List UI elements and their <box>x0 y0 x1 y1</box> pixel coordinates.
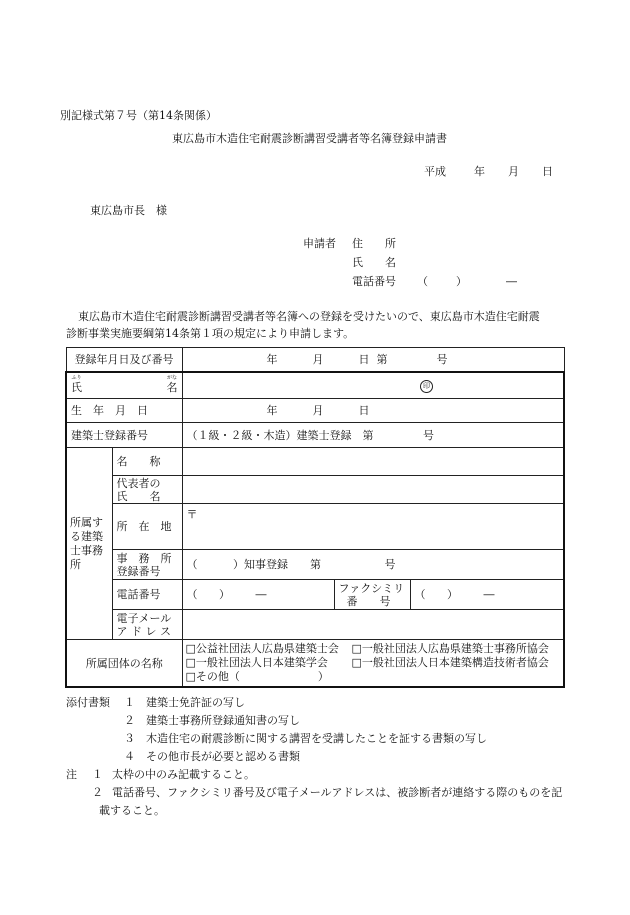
body-line-2: 診断事業実施要綱第14条第１項の規定により申請します。 <box>66 327 355 340</box>
reg-date-value[interactable] <box>182 348 564 372</box>
note-no-2: ２ <box>92 786 103 799</box>
phone-open: （ <box>186 588 198 601</box>
phone-dash: ― <box>255 588 267 601</box>
note-text-2: 電話番号、ファクシミリ番号及び電子メールアドレスは、被診断者が連絡する際のものを記 <box>112 786 563 799</box>
row-name <box>66 372 564 399</box>
reg-date-month: 月 <box>312 352 324 366</box>
name-label-1: 氏 <box>71 381 82 395</box>
birth-month: 月 <box>312 404 324 417</box>
org-option-1[interactable]: □公益社団法人広島県建築士会 <box>185 642 339 655</box>
seal-mark: 印 <box>420 380 433 393</box>
rep-input[interactable] <box>182 476 564 504</box>
row-office-email <box>66 610 564 640</box>
row-office-phone-fax <box>66 580 564 610</box>
rep-label-2: 氏 名 <box>116 489 161 503</box>
office-reg-label-cell <box>112 550 182 580</box>
reg-date-go: 号 <box>436 352 448 366</box>
row-office-registration <box>66 550 564 580</box>
office-reg-label-1: 事 務 所 <box>116 551 172 565</box>
email-input[interactable] <box>182 610 564 640</box>
rep-label-cell <box>112 476 182 504</box>
email-label-cell <box>112 610 182 640</box>
office-reg-label-2: 登録番号 <box>116 564 161 578</box>
birth-label: 生 年 月 日 <box>66 399 182 423</box>
name-label-2: 名 <box>166 381 178 395</box>
birth-input-cell[interactable] <box>182 399 564 423</box>
fax-label-cell <box>334 580 410 610</box>
attachment-no-2: ２ <box>124 714 135 727</box>
org-options-cell <box>182 640 564 688</box>
fax-dash: ― <box>483 588 495 601</box>
row-office-name <box>66 448 564 476</box>
form-number: 別記様式第７号（第14条関係） <box>60 109 217 122</box>
office-reg-input[interactable] <box>182 550 564 580</box>
fax-label-1: ファクシミリ <box>338 581 405 595</box>
registration-form-table <box>65 347 565 688</box>
office-name-label: 名 称 <box>112 448 182 476</box>
office-reg-open: （ <box>186 558 198 571</box>
attachment-text-2: 建築士事務所登録通知書の写し <box>146 714 300 727</box>
reg-date-label: 登録年月日及び番号 <box>66 348 182 372</box>
body-line-1: 東広島市木造住宅耐震診断講習受講者等名簿への登録を受けたいので、東広島市木造住宅耐震 <box>78 310 540 323</box>
applicant-name-label: 氏 名 <box>352 256 396 269</box>
reg-date-dai: 第 <box>376 352 388 366</box>
name-ruby-2: がな <box>166 375 177 382</box>
fax-open: （ <box>414 588 426 601</box>
fax-close: ） <box>447 588 458 601</box>
name-ruby-1: ふり <box>71 375 82 382</box>
location-label: 所 在 地 <box>112 504 182 550</box>
attachment-no-3: ３ <box>124 732 135 745</box>
row-organization <box>66 640 564 688</box>
attachment-no-4: ４ <box>124 750 135 763</box>
addressee: 東広島市長 様 <box>90 204 167 217</box>
architect-label: 建築士登録番号 <box>66 423 182 448</box>
document-title: 東広島市木造住宅耐震診断講習受講者等名簿登録申請書 <box>172 132 447 145</box>
reg-date-year: 年 <box>266 352 278 366</box>
birth-year: 年 <box>266 404 278 417</box>
attachment-text-1: 建築士免許証の写し <box>146 696 245 709</box>
attachment-text-4: その他市長が必要と認める書類 <box>146 750 300 763</box>
row-architect-number <box>66 423 564 448</box>
date-year: 年 <box>474 165 485 178</box>
row-registration-date <box>66 348 564 372</box>
phone-input[interactable] <box>182 580 334 610</box>
email-label-2: ア ド レ ス <box>116 624 171 638</box>
birth-day: 日 <box>358 404 370 417</box>
attachment-no-1: １ <box>124 696 135 709</box>
email-label-1: 電子メール <box>116 611 172 625</box>
office-group-label: 所属する建築士事務所 <box>66 448 112 640</box>
name-label-cell <box>66 372 182 399</box>
row-office-location <box>66 504 564 550</box>
org-label: 所属団体の名称 <box>66 640 182 688</box>
date-era: 平成 <box>424 165 446 178</box>
org-option-4[interactable]: □一般社団法人日本建築構造技術者協会 <box>351 656 549 669</box>
architect-input-cell[interactable] <box>182 423 564 448</box>
attachments-label: 添付書類 <box>66 696 110 709</box>
org-option-other[interactable]: □その他（ ） <box>185 670 329 683</box>
reg-date-day: 日 <box>358 352 370 366</box>
fax-label-2: 番 号 <box>346 594 391 608</box>
row-birth-date <box>66 399 564 423</box>
org-option-2[interactable]: □一般社団法人広島県建築士事務所協会 <box>351 642 549 655</box>
applicant-label: 申請者 <box>303 237 336 250</box>
applicant-phone-label: 電話番号 <box>352 275 396 288</box>
applicant-address-label: 住 所 <box>352 237 396 250</box>
note-text-1: 太枠の中のみ記載すること。 <box>112 768 255 781</box>
office-name-input[interactable] <box>182 448 564 476</box>
phone-label: 電話番号 <box>112 580 182 610</box>
postal-mark: 〒 <box>186 508 198 521</box>
row-office-representative <box>66 476 564 504</box>
date-month: 月 <box>508 165 519 178</box>
applicant-phone-dash: ― <box>506 275 517 288</box>
note-no-1: １ <box>92 768 103 781</box>
office-reg-go: 号 <box>384 558 396 571</box>
org-option-3[interactable]: □一般社団法人日本建築学会 <box>185 656 328 669</box>
location-input[interactable] <box>182 504 564 550</box>
name-input-cell[interactable] <box>182 372 564 399</box>
note-continuation: 載すること。 <box>99 804 165 817</box>
fax-input[interactable] <box>410 580 564 610</box>
date-day: 日 <box>542 165 553 178</box>
applicant-phone-close: ） <box>456 275 467 288</box>
phone-close: ） <box>219 588 230 601</box>
attachment-text-3: 木造住宅の耐震診断に関する講習を受講したことを証する書類の写し <box>146 732 487 745</box>
applicant-phone-open: （ <box>417 275 428 288</box>
office-reg-value: ）知事登録 第 <box>233 558 321 571</box>
architect-grade: （１級・２級・木造）建築士登録 第 <box>186 428 374 442</box>
architect-go: 号 <box>423 428 434 442</box>
rep-label-1: 代表者の <box>116 476 161 490</box>
notes-label: 注 <box>66 768 77 781</box>
